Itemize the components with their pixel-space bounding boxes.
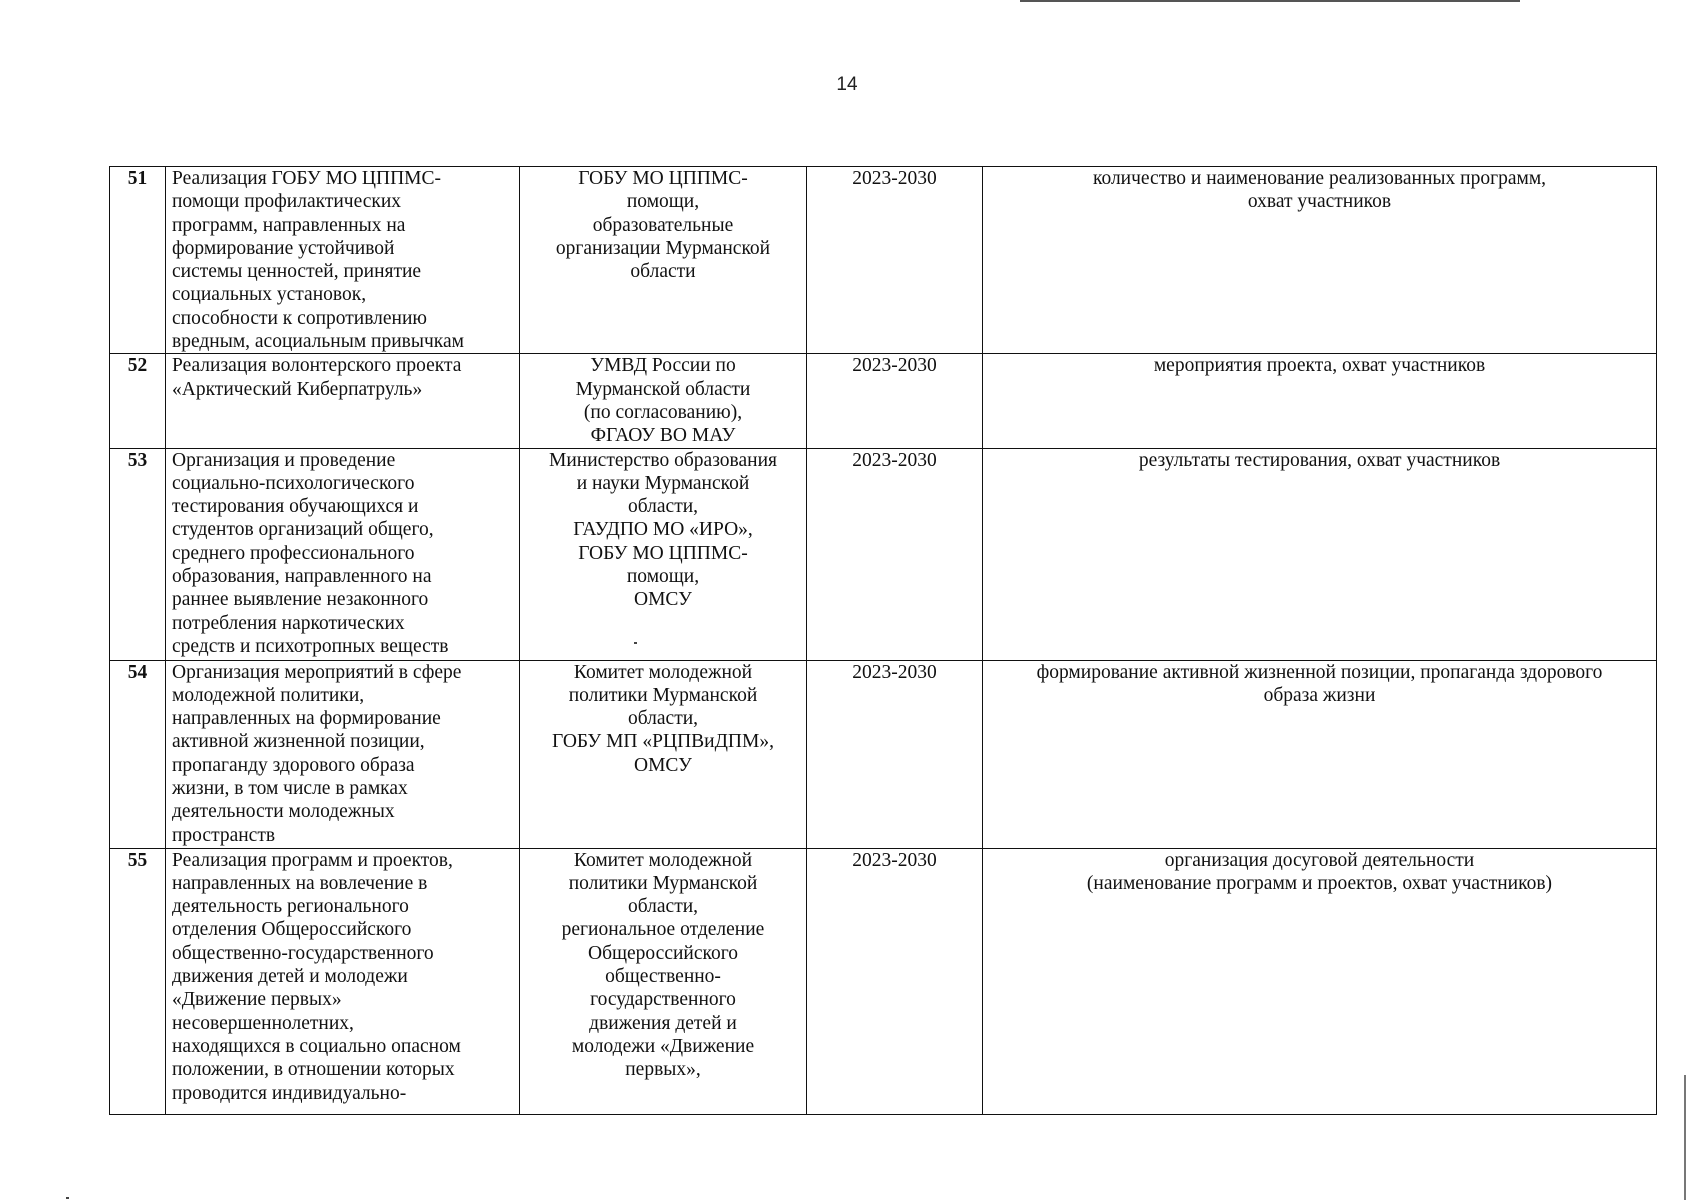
text-line: помощи профилактических [172,191,402,213]
result-cell [983,660,1657,848]
text-line: направленных на вовлечение в [172,872,428,894]
measure-name-cell [166,660,520,848]
measure-name-cell [166,354,520,448]
text-line: несовершеннолетних, [172,1012,354,1034]
text-line: организации Мурманской [555,237,771,259]
text-line: образа жизни [1263,684,1376,706]
text-line: Реализация ГОБУ МО ЦППМС- [172,168,441,189]
text-line: среднего профессионального [172,542,415,564]
text-line: пространств [172,824,276,846]
row-number: 55 [110,848,166,1114]
text-line: области, [627,708,699,730]
text-line: (наименование программ и проектов, охват участников) [1086,872,1553,894]
text-line: региональное отделение [561,919,765,941]
text-line: охват участников [1247,191,1392,213]
text-line: образовательные [592,214,734,236]
text-line: области, [627,496,699,518]
text-line: мероприятия проекта, охват участников [1153,355,1486,377]
table-body [110,167,1657,1115]
text-line: ГАУДПО МО «ИРО», [573,519,753,541]
right-scan-edge [1684,1075,1686,1200]
period-cell: 2023-2030 [807,354,983,448]
text-line: движения детей и молодежи [172,966,408,988]
text-line: отделения Общероссийского [172,919,412,941]
text-line: Общероссийского [588,942,738,964]
text-line: потребления наркотических [172,612,405,634]
period-cell: 2023-2030 [807,660,983,848]
period-cell: 2023-2030 [807,167,983,354]
text-line: Министерство образования [549,449,777,471]
text-line: тестирования обучающихся и [172,496,419,518]
text-line: общественно- [605,966,721,988]
text-line: социально-психологического [172,472,415,494]
text-line: «Арктический Киберпатруль» [172,378,423,400]
text-line: положении, в отношении которых [172,1059,455,1081]
text-line: Реализация волонтерского проекта [172,355,462,377]
text-line: способности к сопротивлению [172,307,427,329]
text-line: жизни, в том числе в рамках [172,778,408,800]
executor-cell [520,848,807,1114]
executor-cell [520,167,807,354]
page-number: 14 [836,74,858,95]
row-number: 51 [110,167,166,354]
text-line: политики Мурманской [568,872,758,894]
text-line: Организация и проведение [172,449,396,471]
text-line: активной жизненной позиции, [172,731,425,753]
text-line: результаты тестирования, охват участников [1138,449,1501,471]
table-row [110,167,1657,354]
text-line: и науки Мурманской [576,472,750,494]
text-line: ОМСУ [634,754,692,776]
result-cell [983,167,1657,354]
text-line: (по согласованию), [583,401,743,423]
text-line: социальных установок, [172,284,367,306]
text-line: помощи, [626,191,700,213]
period-cell: 2023-2030 [807,448,983,660]
text-line: «Движение первых» [172,989,342,1011]
text-line: деятельности молодежных [172,801,395,823]
text-line: системы ценностей, принятие [172,261,422,283]
text-line: средств и психотропных веществ [172,635,449,657]
result-cell [983,448,1657,660]
text-line: ФГАОУ ВО МАУ [590,425,736,447]
text-line: раннее выявление незаконного [172,589,429,611]
text-line: ГОБУ МП «РЦПВиДПМ», [552,731,774,753]
text-line: формирование устойчивой [172,237,395,259]
table-row [110,848,1657,1114]
text-line: Мурманской области [575,378,751,400]
text-line: области [630,261,696,283]
table-row [110,660,1657,848]
text-line: движения детей и [589,1012,737,1034]
executor-cell [520,354,807,448]
measure-name-cell [166,167,520,354]
period-cell: 2023-2030 [807,848,983,1114]
text-line: Комитет молодежной [573,849,753,871]
text-line: политики Мурманской [568,684,758,706]
text-line: Организация мероприятий в сфере [172,661,462,683]
text-line: ОМСУ [634,589,692,611]
measure-name-cell [166,848,520,1114]
text-line: молодежной политики, [172,684,365,706]
text-line: деятельность регионального [172,896,409,918]
top-scan-rule [1020,0,1520,2]
text-line: организация досуговой деятельности [1164,849,1475,871]
text-line: программ, направленных на [172,214,406,236]
text-line: направленных на формирование [172,708,441,730]
row-number: 54 [110,660,166,848]
table-row [110,354,1657,448]
text-line: Реализация программ и проектов, [172,849,453,871]
scan-dot [66,1197,69,1199]
measure-name-cell [166,448,520,660]
measures-table [109,166,1657,1115]
text-line: количество и наименование реализованных программ, [1092,168,1547,189]
text-line: государственного [590,989,736,1011]
text-line: пропаганду здорового образа [172,754,415,776]
result-cell [983,848,1657,1114]
text-line: Комитет молодежной [573,661,753,683]
text-line: молодежи «Движение [571,1035,755,1057]
text-line: вредным, асоциальным привычкам [172,331,464,353]
row-number: 52 [110,354,166,448]
executor-cell [520,448,807,660]
table-row [110,448,1657,660]
text-line: студентов организаций общего, [172,519,434,541]
text-line: проводится индивидуально- [172,1082,407,1104]
row-number: 53 [110,448,166,660]
text-line: УМВД России по [590,355,736,377]
text-line: общественно-государственного [172,942,434,964]
result-cell [983,354,1657,448]
executor-cell [520,660,807,848]
text-line: образования, направленного на [172,566,432,588]
text-line: формирование активной жизненной позиции, пропаганда здорового [1036,661,1603,683]
text-line: находящихся в социально опасном [172,1035,461,1057]
text-line: помощи, [626,566,700,588]
text-line: первых», [625,1059,701,1081]
text-line: ГОБУ МО ЦППМС- [578,542,748,564]
text-line: ГОБУ МО ЦППМС- [578,168,748,189]
text-line: области, [627,896,699,918]
